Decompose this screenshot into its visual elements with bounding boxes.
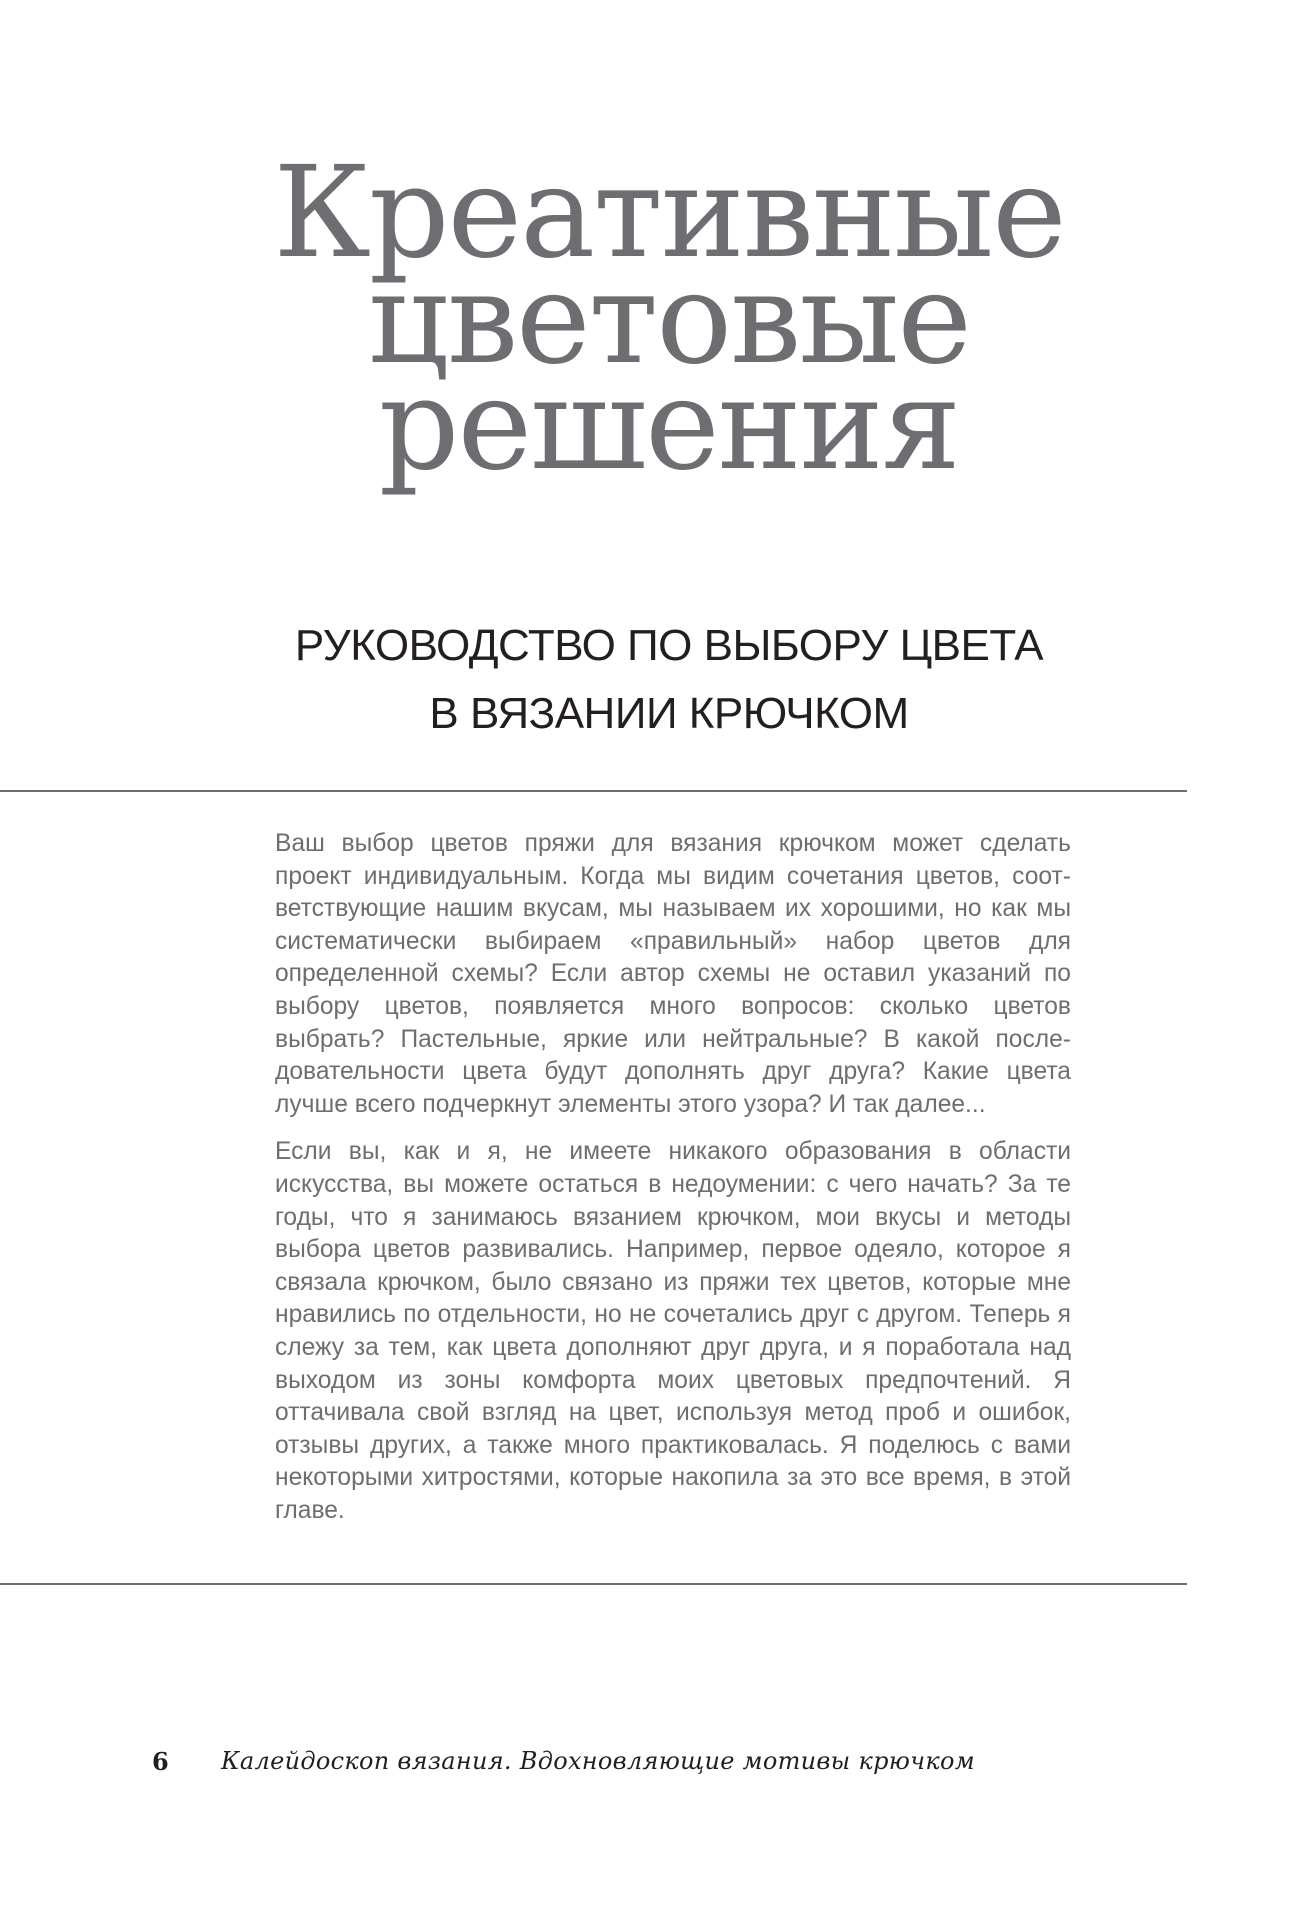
- page-number: 6: [152, 1747, 169, 1776]
- bottom-divider: [0, 1583, 1187, 1585]
- chapter-subtitle-line: РУКОВОДСТВО ПО ВЫБОРУ ЦВЕТА: [294, 621, 1044, 670]
- running-book-title: Калейдоскоп вязания. Вдохновляющие мотивы крючком: [221, 1747, 975, 1775]
- chapter-title-line: Креативные: [273, 139, 1065, 286]
- chapter-title-line: решения: [378, 350, 960, 498]
- chapter-title-line: цветовые: [368, 244, 970, 392]
- chapter-subtitle: [0, 612, 1315, 748]
- top-divider: [0, 790, 1187, 792]
- chapter-subtitle-line: В ВЯЗАНИИ КРЮЧКОМ: [429, 689, 909, 738]
- chapter-title: [0, 139, 1315, 498]
- intro-paragraph: Если вы, как и я, не имеете никакого образования в области искусства, вы можете остаться в недоумении: с чего начать? За те годы, что я занимаюсь вязанием крючком, мои вкусы и методы выбора цветов развивались. Например, первое одеяло, которое я связала крючком, было связано из пряжи тех цветов, которые мне нравились по отдельности, но не сочетались друг с другом. Теперь я слежу за тем, как цвета дополняют друг друга, и я поработала над выходом из зоны комфорта моих цветовых предпочтений. Я оттачивала свой взгляд на цвет, используя метод проб и ошибок, отзывы других, а также много практиковалась. Я поделюсь с вами некоторыми хитростями, которые накопила за это все время, в этой главе.: [275, 1138, 1071, 1524]
- intro-text: [275, 828, 1071, 1542]
- intro-paragraph: Ваш выбор цветов пряжи для вязания крючком может сделать проект индивидуальным. Когда мы видим сочетания цветов, соответствующие нашим вкусам, мы называем их хорошими, но как мы систематически выбираем «правильный» набор цветов для определенной схемы? Если автор схемы не оставил указаний по выбору цветов, появляется много вопросов: сколько цветов выбрать? Пастельные, яркие или нейтральные? В какой последовательности цвета будут дополнять друг друга? Какие цвета лучше всего подчеркнут элементы этого узора? И так далее...: [275, 830, 1071, 1118]
